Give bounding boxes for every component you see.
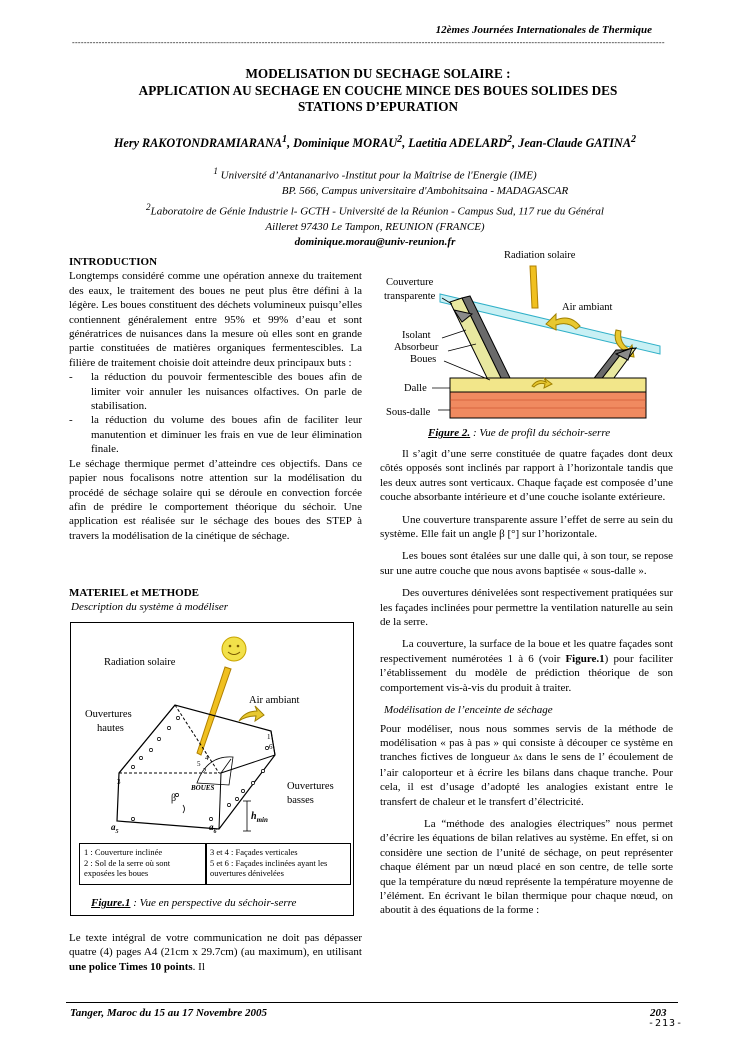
author-list (60, 134, 690, 151)
affiliation-2-line-2: Ailleret 97430 Le Tampon, REUNION (FRANCE) (265, 220, 485, 233)
legend-box-right: 3 et 4 : Façades verticales 5 et 6 : Façades inclinées ayant les ouvertures dénivelées (205, 843, 351, 885)
a6-label: $a_6$ (209, 822, 217, 835)
list-item: - la réduction du pouvoir fermentescible des boues afin de limiter voir annuler les nuisances olfactives. On parle de stabilisation. (69, 371, 362, 413)
beta-angle-label: β (171, 793, 177, 804)
left-column-text (69, 255, 362, 543)
paragraph: Des ouvertures dénivelées sont respectivement pratiquées sur les façades inclinées pour permettre la ventilation naturelle au sein de la serre. (380, 587, 673, 629)
radiation-arrow-icon (530, 266, 538, 308)
closing-paragraph: Le texte intégral de votre communication ne doit pas dépasser quatre (4) pages A4 (21cm x 29.7cm) (au maximum), en utilisant une police Times 10 points. Il (69, 932, 362, 973)
introduction-heading: INTRODUCTION (69, 256, 158, 268)
methods-subheading: Description du système à modéliser (71, 601, 229, 614)
methods-heading: MATERIEL et METHODE (69, 587, 199, 599)
introduction-paragraph-1: Longtemps considéré comme une opération annexe du traitement des eaux, le traitement des boues ne peut plus être défini à la légère. Les boues constituent des déchets volumineux puisqu’elles contiennent généralement entre 95% et 99% d’eau et sont génératrices de nuisances dans la mesure où elles sont en grande partie constituées de matières organiques fermentescibles. La filière de traitement choisie doit atteindre deux principaux buts : (69, 270, 362, 369)
methods-section (69, 586, 362, 615)
introduction-paragraph-2: Le séchage thermique permet d’atteindre ces objectifs. Dans ce papier nous focalisons notre attention sur la modélisation du procédé de séchage solaire qui se déroule en convection forcée afin de prédire le comportement théorique du séchoir. Une application est réalisée sur le séchage des boues des STEP à travers la modélisation de la cinétique de séchage. (69, 457, 362, 542)
paragraph: Une couverture transparente assure l’effet de serre au sein du système. Elle fait un angle β [°] sur l’horizontale. (380, 513, 673, 541)
title-line-2: APPLICATION AU SECHAGE EN COUCHE MINCE DES BOUES SOLIDES DES (138, 82, 618, 98)
face-number-4: 4 (205, 754, 209, 762)
figure-2-caption: Figure 2. : Vue de profil du séchoir-serre (428, 427, 611, 439)
face-number-5: 5 (197, 760, 201, 768)
insulation-label: Isolant (402, 330, 431, 341)
header-divider: -------------------------------------------------------------------------------------------------------------------------------------------------------------------------------------------------------- (72, 38, 665, 47)
air-arrow-icon (239, 706, 264, 721)
author: Laetitia ADELARD$^2$, (408, 134, 519, 151)
paper-title (72, 66, 684, 116)
hmin-label: $h_{min}$ (251, 811, 268, 824)
title-line-3: STATIONS D’EPURATION (297, 99, 459, 114)
figure-2 (380, 250, 674, 420)
affiliation-1-line-1: $^1$ Université d’Antananarivo -Institut pour la Maîtrise de l'Energie (IME) (213, 166, 537, 182)
radiation-label: Radiation solaire (504, 250, 576, 261)
affiliations (60, 164, 690, 251)
sub-slab-label: Sous-dalle (386, 407, 431, 418)
absorber-label: Absorbeur (394, 342, 439, 353)
affiliation-1-line-2: BP. 566, Campus universitaire d'Ambohitsaina - MADAGASCAR (281, 185, 569, 198)
face-number-1: 1 (267, 733, 271, 741)
paragraph: La “méthode des analogies électriques” nous permet d’écrire les équations de bilan relatives au système. En effet, si on considère une section de l’unité de séchage, on peut représenter chaque élément par un nœud placé en son centre, de telle sorte que la température du nœud représente la température moyenne de l’élément. En écrivant le bilan thermique pour chaque nœud, on aboutit à des équations de la forme : (380, 817, 673, 917)
section-subheading: Modélisation de l’enceinte de séchage (384, 704, 553, 717)
author: Jean-Claude GATINA$^2$ (518, 134, 637, 151)
high-vents-label-2: hautes (97, 723, 124, 734)
list-item: - la réduction du volume des boues afin de faciliter leur manutention et diminuer les frais en vue de leur élimination finale. (69, 414, 362, 456)
face-number-6: 6 (269, 743, 273, 751)
low-vents-label-1: Ouvertures (287, 781, 334, 792)
air-label: Air ambiant (249, 695, 300, 706)
footer-divider (66, 1002, 678, 1003)
face-number-2: 2 (203, 767, 207, 775)
paragraph: Les boues sont étalées sur une dalle qui, à son tour, se repose sur une autre couche que nous avons baptisée « sous-dalle ». (380, 550, 673, 577)
author: Dominique MORAU$^2$, (293, 134, 409, 151)
footer-venue: Tanger, Maroc du 15 au 17 Novembre 2005 (70, 1007, 267, 1019)
sub-slab-layer (450, 392, 646, 418)
cover-label-1: Couverture (386, 277, 434, 288)
legend-box-left: 1 : Couverture inclinée 2 : Sol de la serre où sont exposées les boues (79, 843, 207, 885)
page-reference: -213- (648, 1018, 684, 1029)
air-label: Air ambiant (562, 302, 613, 313)
cover-label-2: transparente (384, 291, 436, 302)
sludge-label: Boues (410, 354, 437, 365)
a5-label: $a_5$ (111, 822, 119, 835)
sun-icon (222, 637, 246, 661)
figure-1 (70, 622, 354, 916)
affiliation-2-line-1: $^2$Laboratoire de Génie Industrie l- GCTH - Université de la Réunion - Campus Sud, 117 rue du Général (146, 201, 604, 218)
face-number-3: 3 (117, 778, 121, 786)
title-line-1: MODELISATION DU SECHAGE SOLAIRE : (245, 66, 511, 81)
high-vents-label-1: Ouvertures (85, 709, 132, 720)
paragraph: Il s’agit d’une serre constituée de quatre façades dont deux côtés opposés sont inclinés par rapport à l’horizontale tandis que les deux autres sont verticaux. Chaque façade est composée d’une couche absorbante intérieure et d’une couche isolante extérieure. (380, 448, 673, 504)
slab-label: Dalle (404, 383, 427, 394)
radiation-arrow-icon (197, 667, 231, 755)
paragraph: La couverture, la surface de la boue et les quatre façades sont respectivement numérotées 1 à 6 (voir Figure.1) pour faciliter l’établissement du modèle de prédiction théorique de son comportement vis-à-vis du produit à traiter. (380, 638, 673, 694)
low-vents-label-2: basses (287, 795, 314, 806)
contact-email[interactable]: dominique.morau@univ-reunion.fr (294, 236, 456, 249)
author: Hery RAKOTONDRAMIARANA$^1$, (113, 134, 294, 151)
page-number: 203 (650, 1007, 667, 1019)
radiation-label: Radiation solaire (104, 657, 176, 668)
figure-1-caption: Figure.1 : Vue en perspective du séchoir-serre (91, 897, 297, 909)
conference-header: 12èmes Journées Internationales de Thermique (435, 24, 652, 36)
sludge-label: BOUES (191, 784, 215, 792)
paragraph: Pour modéliser, nous nous sommes servis de la méthode de modélisation « pas à pas » qui consiste à découper ce système en tranches fictives de longueur Δx dans le sens de l’ écoulement de l’air caloporteur et à écrire les bilans dans chaque tranche. Pour cela, il est d’usage d’adopté les analogies existant entre le transfert de chaleur et le transfert d’électricité. (380, 722, 673, 808)
right-column-text (380, 447, 673, 918)
